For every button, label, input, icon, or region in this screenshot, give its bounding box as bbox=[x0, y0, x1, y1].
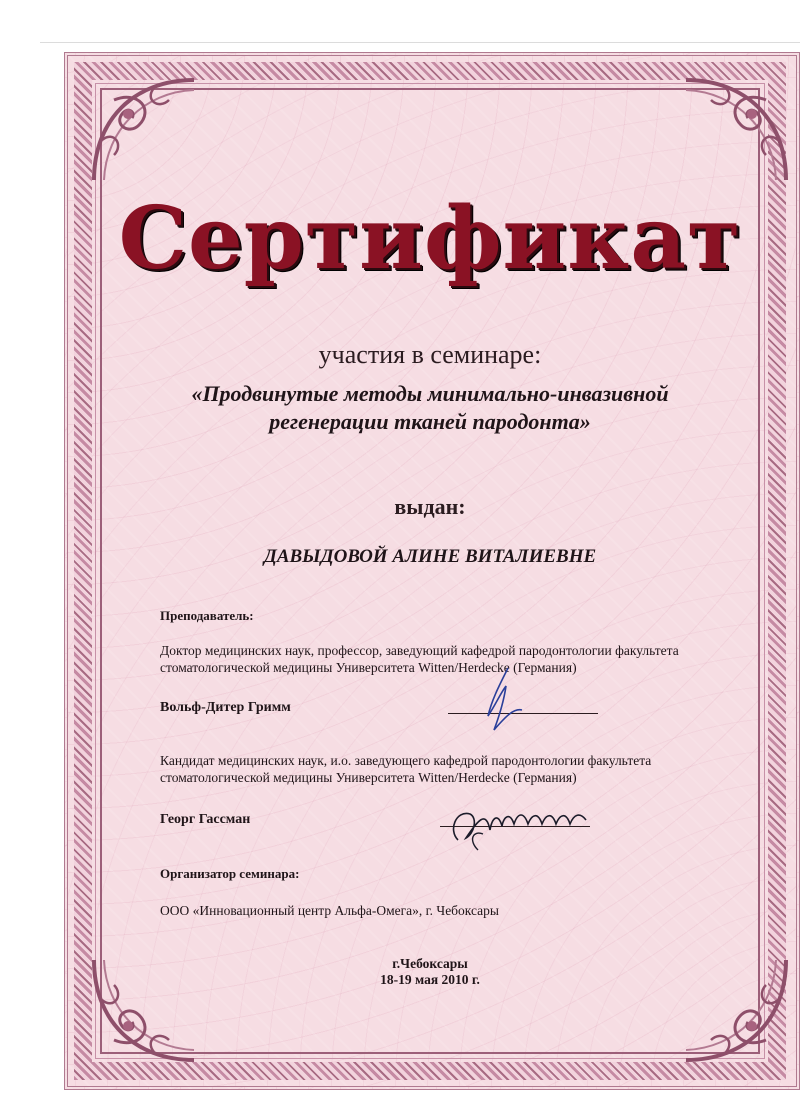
seminar-name-line2: регенерации тканей пародонта» bbox=[269, 409, 591, 434]
footer-date: 18-19 мая 2010 г. bbox=[380, 972, 480, 987]
signature-1-icon bbox=[470, 664, 550, 734]
signature-2-icon bbox=[438, 790, 608, 860]
instructor-2-name: Георг Гассман bbox=[160, 812, 251, 827]
instructor-2-title-line1: Кандидат медицинских наук, и.о. заведующего кафедрой пародонтологии факультета bbox=[160, 753, 652, 768]
instructors-label: Преподаватель: bbox=[160, 608, 254, 623]
issued-label: выдан: bbox=[394, 494, 466, 519]
certificate-subtitle: участия в семинаре: bbox=[318, 340, 542, 369]
instructor-1-title bbox=[160, 642, 770, 676]
instructor-1-title-line1: Доктор медицинских наук, профессор, заведующий кафедрой пародонтологии факультета bbox=[160, 643, 679, 658]
certificate-title: Сертификат bbox=[118, 188, 742, 289]
instructor-2-title bbox=[160, 752, 770, 786]
seminar-name-line1: «Продвинутые методы минимально-инвазивной bbox=[191, 381, 669, 406]
recipient-name: ДАВЫДОВОЙ АЛИНЕ ВИТАЛИЕВНЕ bbox=[263, 546, 597, 567]
scan-edge-line bbox=[40, 42, 800, 43]
seminar-name bbox=[120, 380, 740, 436]
corner-ornament-icon bbox=[676, 70, 796, 190]
instructor-2-title-line2: стоматологической медицины Университета Witten/Herdecke (Германия) bbox=[160, 770, 577, 785]
instructor-1-title-line2: стоматологической медицины Университета Witten/Herdecke (Германия) bbox=[160, 660, 577, 675]
corner-ornament-icon bbox=[84, 70, 204, 190]
organizer-text: ООО «Инновационный центр Альфа-Омега», г. Чебоксары bbox=[160, 903, 499, 918]
footer-city: г.Чебоксары bbox=[392, 956, 468, 971]
instructor-1-name: Вольф-Дитер Гримм bbox=[160, 700, 291, 715]
organizer-label: Организатор семинара: bbox=[160, 866, 300, 881]
